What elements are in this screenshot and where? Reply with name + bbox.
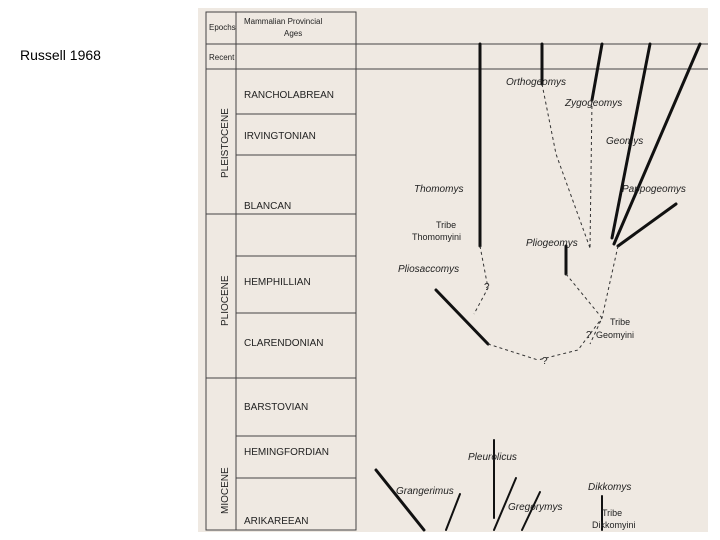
age-blancan: BLANCAN [244,201,292,212]
dashed-clarendonian-link [488,344,538,360]
epoch-miocene: MIOCENE [220,467,231,514]
lineage-zygogeomys [592,44,602,100]
age-irvingtonian: IRVINGTONIAN [244,131,316,142]
dashed-geomyini-root [538,246,618,360]
lineage-grangerimus-a [376,470,424,530]
dashed-thomomyini-root [474,246,488,314]
lineage-pappogeomys-2 [618,204,676,246]
age-hemingfordian: HEMINGFORDIAN [244,447,329,458]
tribe-geomyini-line2: Geomyini [596,330,635,340]
phylogeny-figure [198,8,708,532]
lineage-grangerimus-b [446,494,460,530]
tribe-dikkomyini-line2: Dikkomyini [592,520,636,530]
age-clarendonian: CLARENDONIAN [244,338,324,349]
taxon-geomys: Geomys [606,136,644,147]
question-mark-2: ? [586,330,592,341]
taxon-pappogeomys: Pappogeomys [622,184,686,195]
taxon-thomomys: Thomomys [414,184,464,195]
solid-lineages [376,44,700,530]
tribe-dikkomyini-line1: Tribe [602,508,623,518]
column-header-ages-line1: Mammalian Provincial [244,17,323,26]
age-rancholabrean: RANCHOLABREAN [244,90,335,101]
tribe-thomomyini-line2: Thomomyini [412,232,462,242]
epoch-pleistocene: PLEISTOCENE [220,108,231,178]
tribe-geomyini-line1: Tribe [610,317,631,327]
lineage-pliosaccomys [436,290,488,344]
epoch-pliocene: PLIOCENE [220,275,231,326]
column-header-epochs: Epochs [209,23,236,32]
taxon-dikkomys: Dikkomys [588,482,632,493]
taxon-pleurolicus: Pleurolicus [468,452,517,463]
column-header-ages-line2: Ages [284,29,303,38]
question-mark-3: ? [542,356,548,367]
taxon-grangerimus: Grangerimus [396,486,454,497]
taxon-pliogeomys: Pliogeomys [526,238,578,249]
taxon-zygogeomys: Zygogeomys [565,98,623,109]
question-mark-1: ? [484,282,490,293]
age-hemphillian: HEMPHILLIAN [244,277,311,288]
epoch-recent: Recent [209,53,235,62]
age-barstovian: BARSTOVIAN [244,402,309,413]
tribe-thomomyini-line1: Tribe [436,220,457,230]
figure-caption: Russell 1968 [20,47,101,63]
dashed-zygogeomys [590,100,592,248]
taxon-orthogeomys: Orthogeomys [506,77,567,88]
taxon-gregorymys: Gregorymys [508,502,563,513]
dashed-connections [474,84,618,360]
phylogeny-diagram [198,8,708,532]
taxon-pliosaccomys: Pliosaccomys [398,264,460,275]
age-arikareean: ARIKAREEAN [244,516,309,527]
